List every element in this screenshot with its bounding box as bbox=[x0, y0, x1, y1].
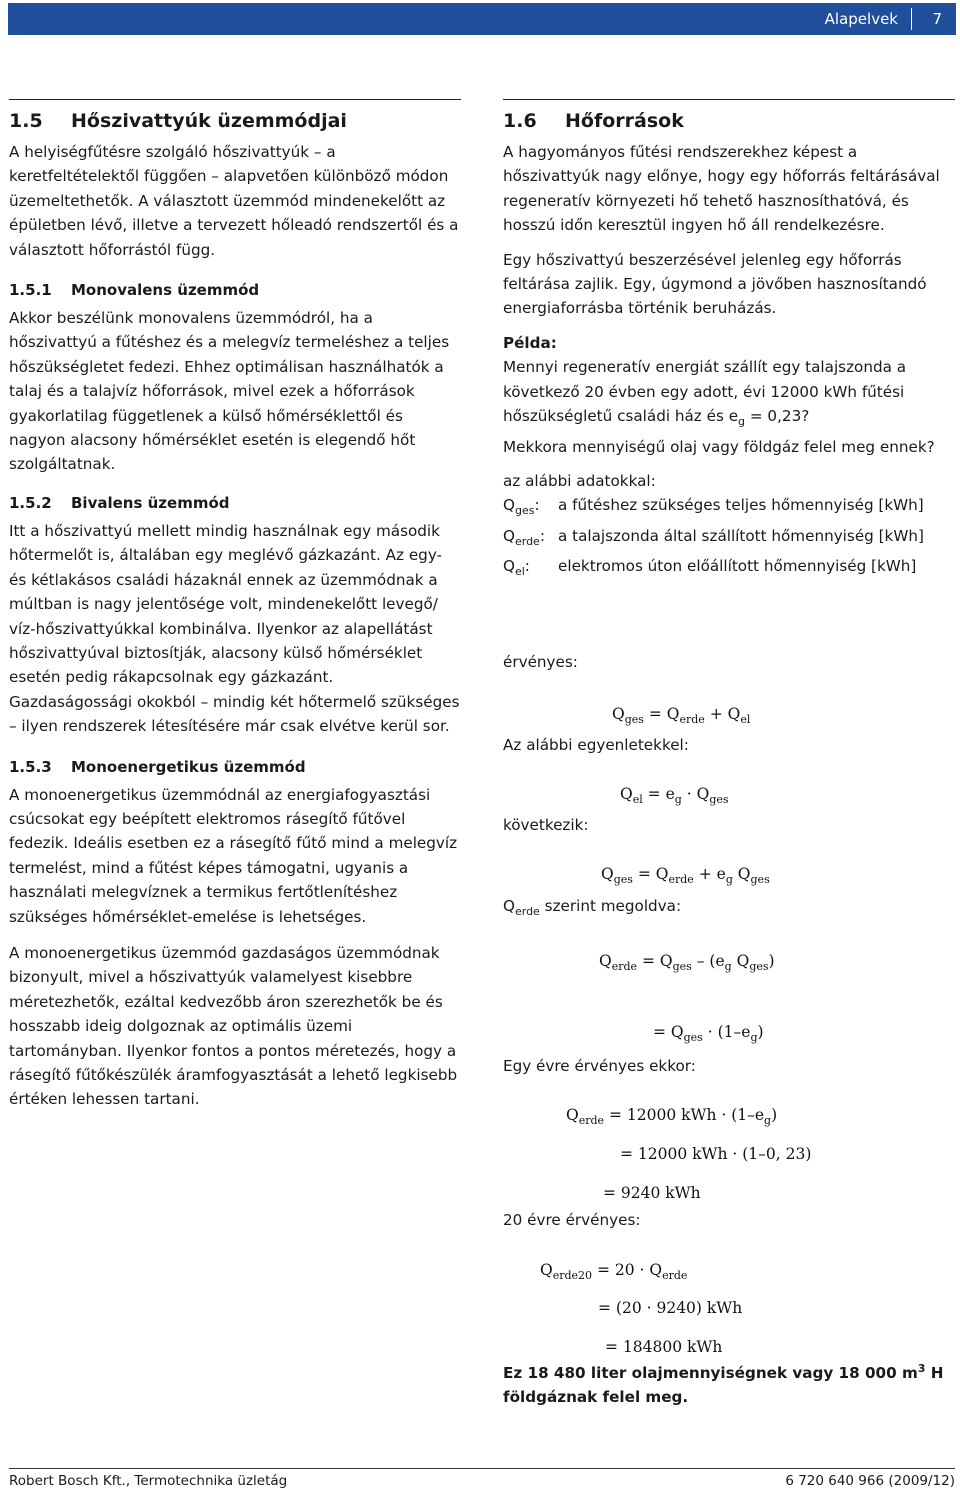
footer-doc-number: 6 720 640 966 (2009/12) bbox=[785, 1473, 955, 1489]
one-year-label: Egy évre érvényes ekkor: bbox=[503, 1057, 696, 1075]
section-1-5-3-paragraph-1: A monoenergetikus üzemmódnál az energiafogyasztási csúcsokat egy beépített elektromos rásegítő fűtővel fedezik. Ideális esetben ez a rásegítő fűtő mind a melegvíz termelést, mind a fűtést képes támogatni, ugyanis a használati melegvíznek a termikus fertőtlenítéshez szükséges hőmérséklet-emelése is lehetséges. bbox=[9, 785, 458, 926]
equation-3: $Q_{ges} = Q_{erde} + e_g$ $Q_{ges}$ bbox=[601, 865, 770, 887]
section-1-5-3-heading bbox=[9, 757, 461, 777]
equation-7: = 12000 kWh · (1–0, 23) bbox=[620, 1145, 812, 1163]
equations-label: Az alábbi egyenletekkel: bbox=[503, 736, 689, 754]
example-question-2: Mekkora mennyiségű olaj vagy földgáz felel meg ennek? bbox=[503, 437, 935, 456]
equation-2: $Q_{el} = e_g \cdot Q_{ges}$ bbox=[620, 785, 729, 807]
equation-10: = (20 · 9240) kWh bbox=[598, 1299, 743, 1317]
section-1-6-paragraph-2: Egy hőszivattyú beszerzésével jelenleg egy hőforrás feltárása zajlik. Egy, úgymond a jövőben hasznosítandó energiaforrásba történik beruházás. bbox=[503, 250, 927, 318]
example-label: Példa: bbox=[503, 333, 557, 352]
section-title: Bivalens üzemmód bbox=[71, 493, 230, 512]
footer-company: Robert Bosch Kft., Termotechnika üzletág bbox=[9, 1473, 288, 1489]
section-1-5-1-heading bbox=[9, 280, 461, 300]
definition-q-ges: $Q_{ges}$: a fűtéshez szükséges teljes hőmennyiség [kWh] bbox=[503, 496, 924, 518]
equation-4: $Q_{erde} = Q_{ges} - (e_g$ $Q_{ges}$) bbox=[599, 952, 775, 974]
conclusion: Ez 18 480 liter olajmennyiségnek vagy 18 000 $m^3$ H földgáznak felel meg. bbox=[503, 1362, 944, 1407]
section-1-5-heading bbox=[9, 110, 461, 132]
left-column bbox=[9, 99, 461, 1112]
definition-q-erde: $Q_{erde}$: a talajszonda által szállított hőmennyiség [kWh] bbox=[503, 526, 924, 548]
section-number: 1.5.3 bbox=[9, 757, 52, 776]
equation-9: $Q_{erde20} = 20 \cdot Q_{erde}$ bbox=[540, 1261, 688, 1283]
section-title: Monovalens üzemmód bbox=[71, 281, 260, 300]
equation-6: $Q_{erde} = 12000$ kWh · $(1-e_g)$ bbox=[566, 1106, 778, 1128]
section-title: Monoenergetikus üzemmód bbox=[71, 757, 306, 776]
section-1-5-3-paragraph-2: A monoenergetikus üzemmód gazdaságos üzemmódnak bizonyult, mivel a hőszivattyúk valamelyest kisebbre méretezhetők, ezáltal kedvezőbb áron szerezhetők be és hosszabb ideig dolgoznak az optimális üzemi tartományban. Ilyenkor fontos a pontos méretezés, hogy a rásegítő fűtőkészülék áramfogyasztását a lehető legkisebb értéken lehessen tartani. bbox=[9, 943, 458, 1109]
definition-q-el: $Q_{el}$: elektromos úton előállított hőmennyiség [kWh] bbox=[503, 557, 917, 579]
section-1-6-heading bbox=[503, 110, 955, 132]
section-title: Hőszivattyúk üzemmódjai bbox=[71, 110, 347, 132]
section-1-5-1-paragraph: Akkor beszélünk monovalens üzemmódról, ha a hőszivattyú a fűtéshez és a melegvíz termeléshez a teljes hőszükségletet fedezi. Ehhez optimálisan használhatók a talaj és a talajvíz hőforrások, mivel ezek a hőforrások gyakorlatilag függetlenek a külső hőmérséklettől és nagyon alacsony hőmérséklet esetén is elegendő hőt szolgáltatnak. bbox=[9, 309, 450, 474]
twenty-years-label: 20 évre érvényes: bbox=[503, 1211, 641, 1229]
example-question-1: Mennyi regeneratív energiát szállít egy talajszonda a következő 20 évben egy adott, évi 12000 kWh fűtési hőszükségletű családi ház és $e_g = 0,23$? bbox=[503, 358, 907, 429]
header-separator bbox=[911, 8, 912, 30]
page-footer bbox=[9, 1468, 955, 1489]
given-data-label: az alábbi adatokkal: bbox=[503, 471, 656, 490]
section-1-5-2-heading bbox=[9, 493, 461, 513]
section-1-5-2-paragraph: Itt a hőszivattyú mellett mindig használnak egy második hőtermelőt is, általában egy meglévő gázkazánt. Az egy- és kétlakásos családi házaknál ennek az üzemmódnak a múltban is nagy jelentősége volt, mindenekelőtt levegő/ víz-hőszivattyúkkal kombinálva. Ilyenkor az alapellátást hőszivattyúval biztosítják, alacsony külső hőmérséklet esetén pedig rákapcsolnak egy gázkazánt. Gazdaságossági okokból – mindig két hőtermelő szükséges – ilyen rendszerek létesítésére már csak elvétve kerül sor. bbox=[9, 521, 460, 736]
header-bar bbox=[8, 3, 956, 35]
section-number: 1.5 bbox=[9, 110, 43, 132]
section-number: 1.5.1 bbox=[9, 281, 52, 300]
definitions-list bbox=[503, 493, 955, 584]
page-number: 7 bbox=[932, 10, 942, 28]
equation-8: = 9240 kWh bbox=[603, 1184, 701, 1202]
equation-1: $Q_{ges} = Q_{erde} + Q_{el}$ bbox=[612, 705, 751, 727]
section-1-5-paragraph: A helyiségfűtésre szolgáló hőszivattyúk – a keretfeltételektől függően – alapvetően különböző módon üzemeltethetők. A választott üzemmód mindenekelőtt az épületben lévő, illetve a tervezett hőleadó rendszertől és a választott hőforrástól függ. bbox=[9, 143, 459, 259]
follows-label: következik: bbox=[503, 816, 589, 834]
section-title: Hőforrások bbox=[565, 110, 684, 132]
equation-11: = 184800 kWh bbox=[605, 1338, 723, 1356]
section-1-6-paragraph-1: A hagyományos fűtési rendszerekhez képest a hőszivattyúk nagy előnye, hogy egy hőforrás feltárásával regeneratív környezeti hő tehető hasznosíthatóvá, és hosszú időn keresztül ingyen hő áll rendelkezésre. bbox=[503, 143, 940, 235]
chapter-title: Alapelvek bbox=[824, 10, 898, 28]
section-number: 1.6 bbox=[503, 110, 537, 132]
equation-5: = $Q_{ges} \cdot (1-e_g)$ bbox=[653, 1023, 764, 1045]
solved-label: $Q_{erde}$ szerint megoldva: bbox=[503, 897, 682, 919]
section-number: 1.5.2 bbox=[9, 493, 52, 512]
valid-label: érvényes: bbox=[503, 653, 578, 671]
